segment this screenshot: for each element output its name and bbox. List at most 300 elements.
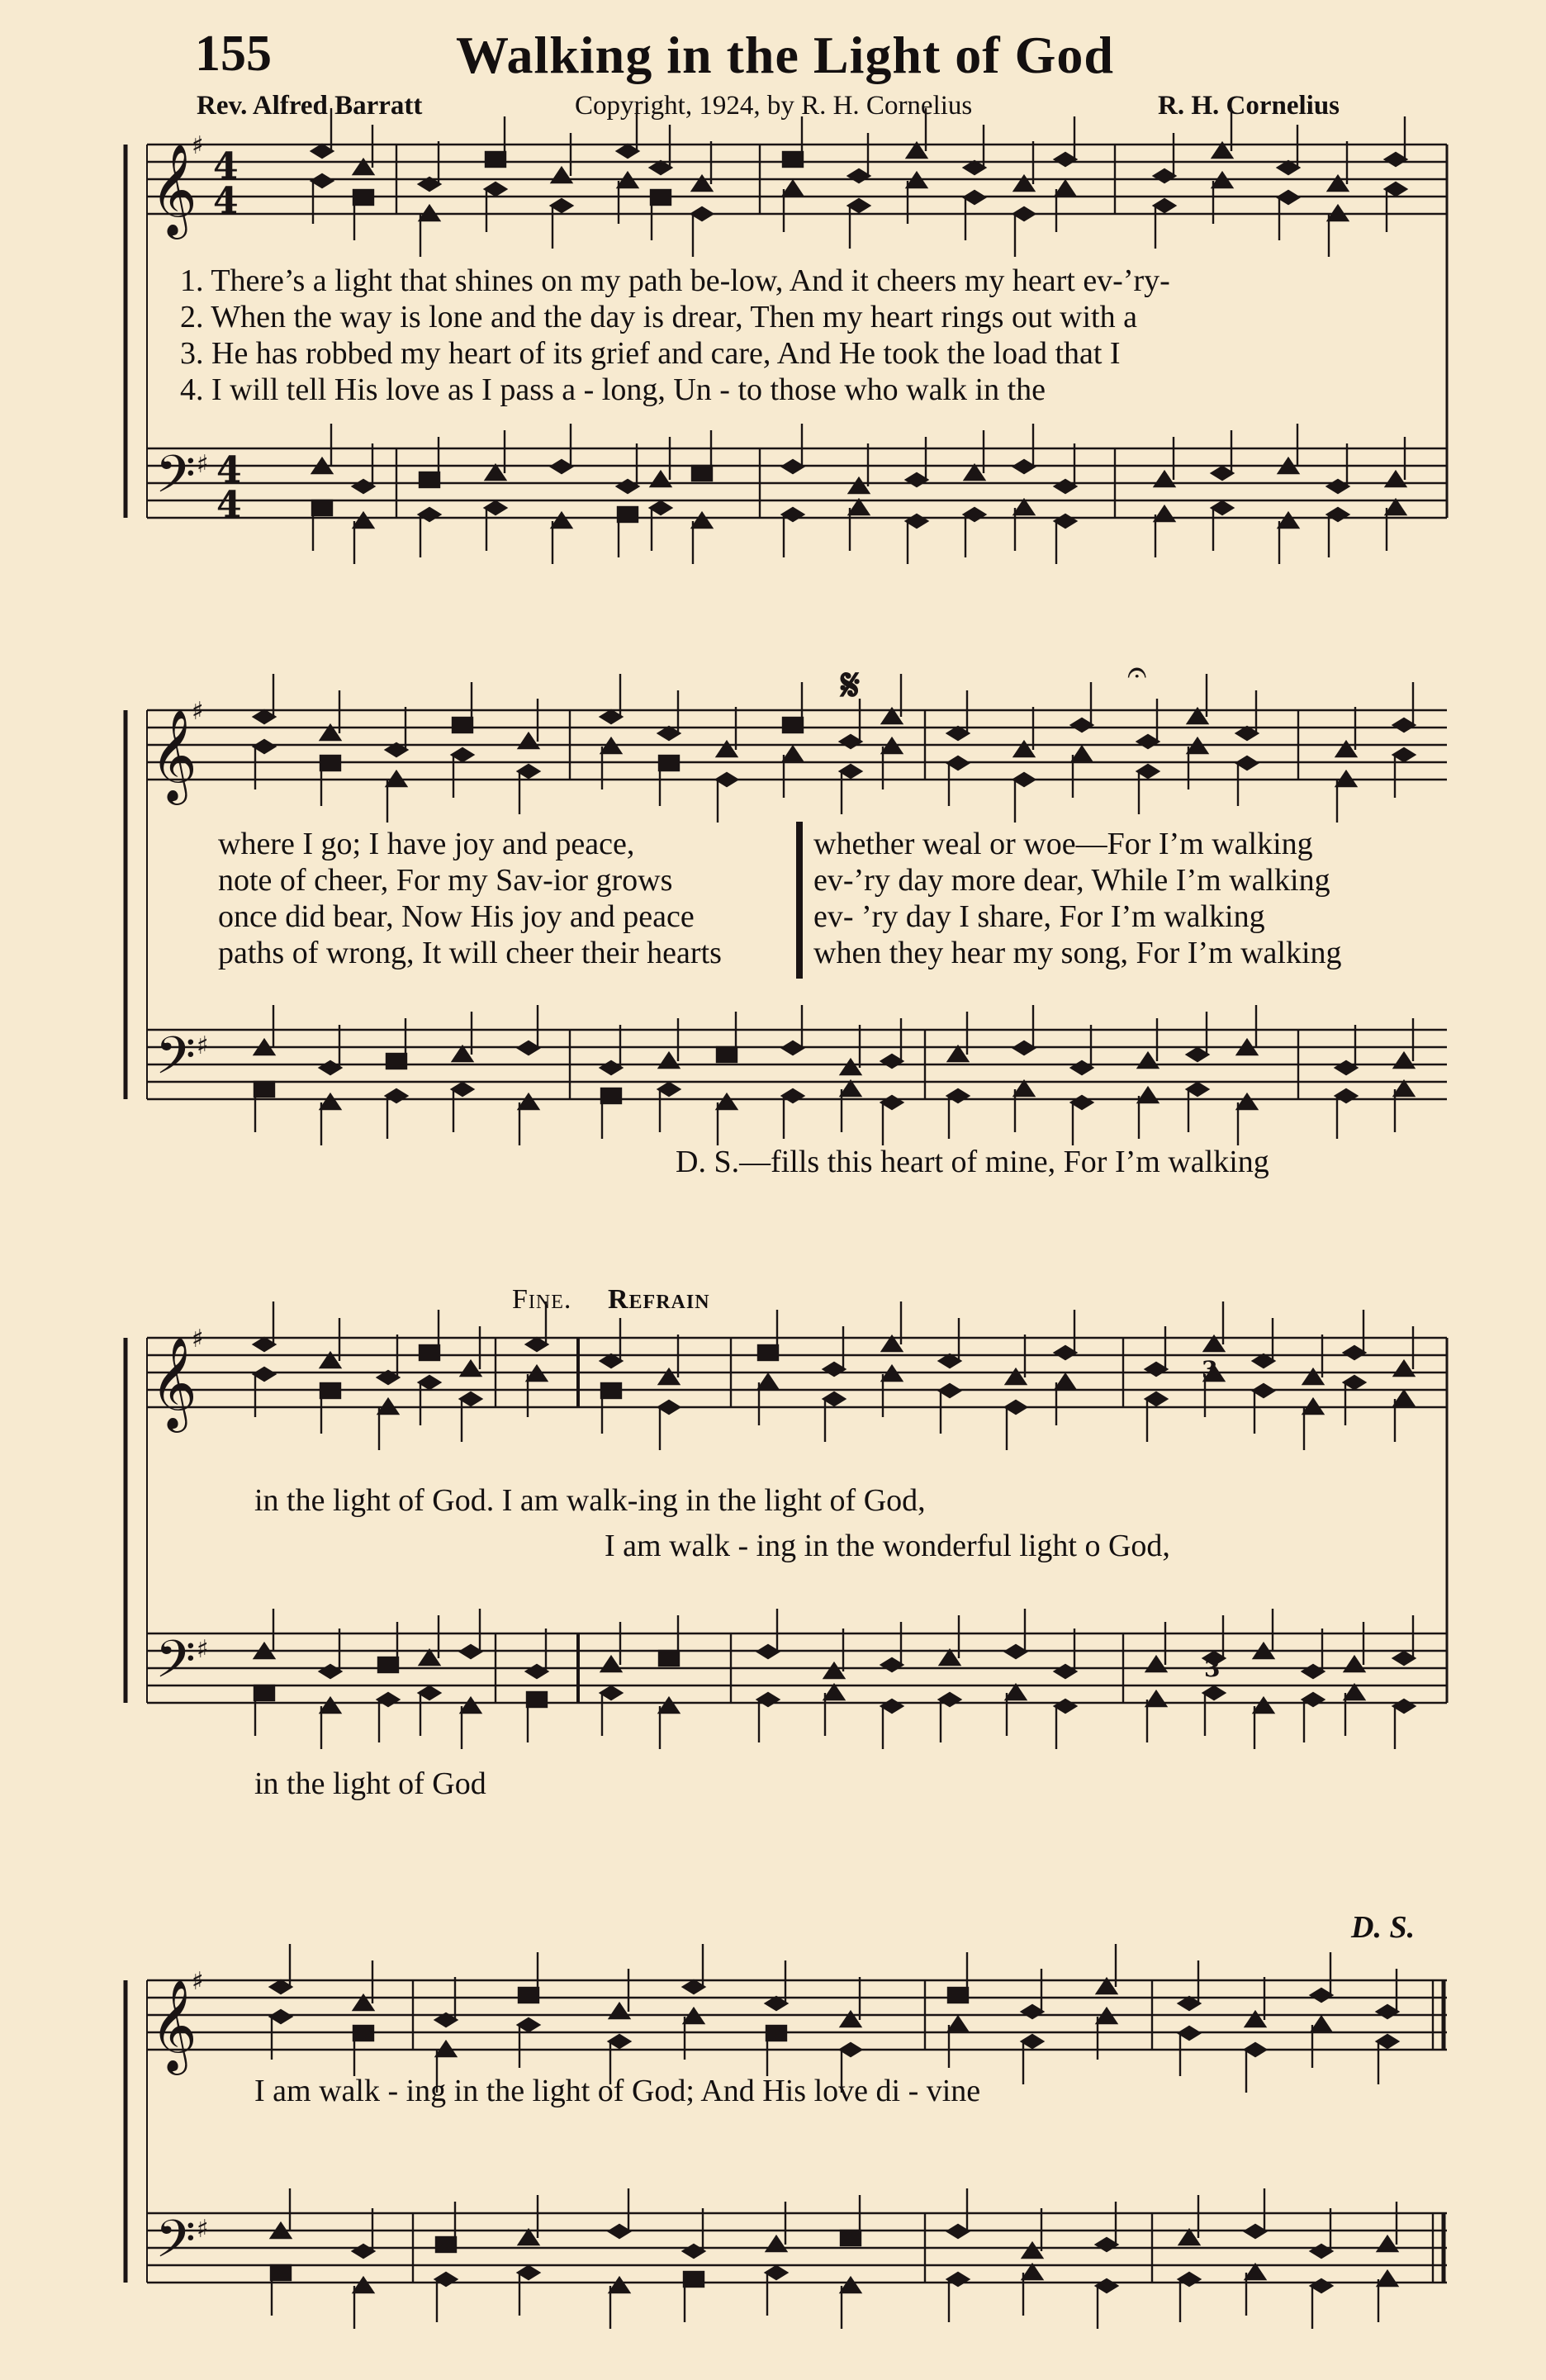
diamond-note-head xyxy=(881,1096,903,1109)
triangle-note-head xyxy=(1146,1657,1166,1671)
triangle-note-head xyxy=(1155,472,1174,486)
diamond-note-head xyxy=(1154,199,1175,212)
diamond-note-head xyxy=(1071,1096,1093,1109)
diamond-note-head xyxy=(782,508,804,521)
diamond-note-head xyxy=(419,1376,440,1389)
triangle-note-head xyxy=(717,742,737,756)
notes-system-4 xyxy=(270,1944,1398,2329)
triangle-note-head xyxy=(609,2003,629,2018)
square-note-head xyxy=(353,190,373,205)
triangle-note-head xyxy=(519,1094,538,1109)
diamond-note-head xyxy=(1385,153,1406,166)
triangle-note-head xyxy=(609,2278,629,2292)
diamond-note-head xyxy=(485,501,506,514)
diamond-note-head xyxy=(1055,480,1076,493)
diamond-note-head xyxy=(270,2010,292,2023)
square-note-head xyxy=(758,1345,778,1360)
diamond-note-head xyxy=(419,508,440,521)
triangle-note-head xyxy=(1336,742,1356,756)
diamond-note-head xyxy=(683,2245,704,2258)
verse-2-line-end: ev-’ry day more dear, While I’m walking xyxy=(813,863,1330,898)
triangle-note-head xyxy=(659,1698,679,1713)
diamond-note-head xyxy=(964,191,985,204)
diamond-note-head xyxy=(658,1401,680,1414)
square-note-head xyxy=(659,1651,679,1666)
diamond-note-head xyxy=(1302,1665,1324,1678)
triangle-note-head xyxy=(453,1046,472,1061)
square-note-head xyxy=(519,1988,538,2003)
diamond-note-head xyxy=(1005,1401,1027,1414)
diamond-note-head xyxy=(881,1055,903,1068)
triangle-note-head xyxy=(1378,2236,1397,2251)
diamond-note-head xyxy=(964,508,985,521)
diamond-note-head xyxy=(1005,1645,1027,1658)
diamond-note-head xyxy=(1187,1083,1208,1096)
verse-4-line: 4. I will tell His love as I pass a - long, Un - to those who walk in the xyxy=(180,372,1046,407)
triangle-note-head xyxy=(692,513,712,528)
triangle-note-head xyxy=(651,472,671,486)
verse-4-line-end: when they hear my song, For I’m walking xyxy=(813,936,1342,970)
triangle-note-head xyxy=(849,500,869,514)
diamond-note-head xyxy=(1212,501,1233,514)
diamond-note-head xyxy=(1137,735,1159,748)
square-note-head xyxy=(271,2265,291,2280)
diamond-note-head xyxy=(1344,1346,1365,1359)
diamond-note-head xyxy=(518,1041,539,1055)
diamond-note-head xyxy=(1377,2005,1398,2018)
diamond-note-head xyxy=(1311,2279,1332,2292)
hymn-title: Walking in the Light of God xyxy=(456,26,1114,84)
diamond-note-head xyxy=(600,1686,622,1700)
triangle-note-head xyxy=(659,1369,679,1384)
diamond-note-head xyxy=(1335,1089,1357,1102)
diamond-note-head xyxy=(320,1061,341,1074)
diamond-note-head xyxy=(1393,1700,1415,1713)
verse-1-line: 1. There’s a light that shines on my path be-low, And it cheers my heart ev-’ry- xyxy=(180,263,1170,298)
triangle-note-head xyxy=(849,478,869,493)
diamond-note-head xyxy=(254,1338,275,1351)
refrain-lyric-alto: I am walk - ing in the wonderful light o God, xyxy=(605,1529,1170,1563)
diamond-note-head xyxy=(782,460,804,473)
triangle-note-head xyxy=(1344,1685,1364,1700)
svg-text:♯: ♯ xyxy=(192,1325,204,1354)
diamond-note-head xyxy=(947,727,969,740)
diamond-note-head xyxy=(716,773,737,786)
refrain-lyric-soprano: in the light of God. I am walk-ing in the light of God, xyxy=(254,1483,926,1518)
diamond-note-head xyxy=(823,1392,845,1406)
triangle-note-head xyxy=(1055,181,1075,196)
diamond-note-head xyxy=(947,1089,969,1102)
diamond-note-head xyxy=(460,1645,481,1658)
diamond-note-head xyxy=(1022,2005,1043,2018)
ds-lyric-line: D. S.—fills this heart of mine, For I’m walking xyxy=(676,1145,1269,1179)
svg-text:♯: ♯ xyxy=(197,450,209,479)
svg-text:4: 4 xyxy=(216,449,242,491)
diamond-note-head xyxy=(1096,2238,1117,2251)
square-note-head xyxy=(320,756,340,770)
triangle-note-head xyxy=(320,1094,340,1109)
verse-2-line-cont: note of cheer, For my Sav-ior grows xyxy=(218,863,673,898)
triangle-note-head xyxy=(353,2278,373,2292)
segno-icon: 𝄋 xyxy=(841,658,861,711)
diamond-note-head xyxy=(254,710,275,723)
triangle-note-head xyxy=(1344,1657,1364,1671)
svg-text:♯: ♯ xyxy=(192,131,204,160)
triangle-note-head xyxy=(783,181,803,196)
diamond-note-head xyxy=(1393,748,1415,761)
diamond-note-head xyxy=(1311,2245,1332,2258)
svg-text:♯: ♯ xyxy=(197,1031,209,1060)
diamond-note-head xyxy=(435,2273,457,2286)
diamond-note-head xyxy=(848,199,870,212)
square-note-head xyxy=(420,472,439,487)
diamond-note-head xyxy=(1203,1686,1225,1700)
bass-clef-icon: 𝄢 xyxy=(155,1025,196,1098)
diamond-note-head xyxy=(1327,480,1349,493)
svg-text:♯: ♯ xyxy=(192,697,204,726)
staff-bass-2 xyxy=(147,1030,1447,1099)
square-note-head xyxy=(766,2026,786,2041)
triangle-note-head xyxy=(1014,742,1034,756)
diamond-note-head xyxy=(1335,1061,1357,1074)
triangle-note-head xyxy=(1394,1391,1414,1406)
diamond-note-head xyxy=(617,480,638,493)
diamond-note-head xyxy=(526,1665,548,1678)
square-note-head xyxy=(618,507,638,522)
square-note-head xyxy=(420,1345,439,1360)
diamond-note-head xyxy=(600,1061,622,1074)
triangle-note-head xyxy=(717,1094,737,1109)
bass-clef-icon: 𝄢 xyxy=(155,2208,196,2282)
treble-clef-icon: 𝄞 xyxy=(150,1336,197,1429)
diamond-note-head xyxy=(766,2266,787,2279)
verse-4-line-cont: paths of wrong, It will cheer their hearts xyxy=(218,936,722,970)
triangle-note-head xyxy=(601,1657,621,1671)
triangle-note-head xyxy=(1394,1081,1414,1096)
diamond-note-head xyxy=(526,1338,548,1351)
triangle-note-head xyxy=(1303,1369,1323,1384)
square-note-head xyxy=(386,1054,406,1069)
diamond-note-head xyxy=(254,740,275,753)
triangle-note-head xyxy=(1014,176,1034,191)
triangle-note-head xyxy=(1254,1698,1273,1713)
diamond-note-head xyxy=(840,765,861,778)
triangle-note-head xyxy=(841,2012,861,2027)
square-note-head xyxy=(436,2237,456,2252)
diamond-note-head xyxy=(1253,1384,1274,1397)
triplet-label: 3 xyxy=(1202,1356,1218,1383)
triangle-note-head xyxy=(1278,513,1298,528)
diamond-note-head xyxy=(1145,1392,1167,1406)
triangle-note-head xyxy=(1022,2243,1042,2258)
diamond-note-head xyxy=(1245,2225,1266,2238)
diamond-note-head xyxy=(757,1693,779,1706)
triangle-note-head xyxy=(841,1060,861,1074)
diamond-note-head xyxy=(353,2245,374,2258)
diamond-note-head xyxy=(1055,1665,1076,1678)
diamond-note-head xyxy=(782,1041,804,1055)
diamond-note-head xyxy=(617,145,638,158)
svg-text:4: 4 xyxy=(216,484,242,526)
triangle-note-head xyxy=(420,1650,439,1665)
triangle-note-head xyxy=(1179,2230,1199,2245)
diamond-note-head xyxy=(1013,1041,1035,1055)
triangle-note-head xyxy=(1386,500,1406,514)
triangle-note-head xyxy=(1311,2017,1331,2032)
diamond-note-head xyxy=(1311,1989,1332,2002)
diamond-note-head xyxy=(1236,756,1258,770)
triangle-note-head xyxy=(940,1650,960,1665)
triangle-note-head xyxy=(1328,176,1348,191)
square-note-head xyxy=(312,500,332,515)
diamond-note-head xyxy=(881,1700,903,1713)
diamond-note-head xyxy=(840,735,861,748)
diamond-note-head xyxy=(600,1354,622,1368)
diamond-note-head xyxy=(1253,1354,1274,1368)
triangle-note-head xyxy=(1237,1094,1257,1109)
diamond-note-head xyxy=(1178,2273,1200,2286)
triangle-note-head xyxy=(461,1361,481,1376)
diamond-note-head xyxy=(1212,467,1233,480)
triangle-note-head xyxy=(1014,1081,1034,1096)
diamond-note-head xyxy=(939,1693,960,1706)
diamond-note-head xyxy=(1278,191,1299,204)
diamond-note-head xyxy=(1096,2279,1117,2292)
diamond-note-head xyxy=(906,473,927,486)
diamond-note-head xyxy=(353,480,374,493)
diamond-note-head xyxy=(1013,207,1035,220)
triangle-note-head xyxy=(1394,1053,1414,1068)
diamond-note-head xyxy=(1137,765,1159,778)
diamond-note-head xyxy=(518,2266,539,2279)
triangle-note-head xyxy=(552,513,571,528)
diamond-note-head xyxy=(650,161,671,174)
diamond-note-head xyxy=(840,2043,861,2056)
square-note-head xyxy=(948,1988,968,2003)
fine-marker: Fine. xyxy=(512,1284,572,1315)
refrain-lyric-final: I am walk - ing in the light of God; And His love di - vine xyxy=(254,2074,981,2108)
triangle-note-head xyxy=(1072,747,1092,761)
diamond-note-head xyxy=(1385,183,1406,196)
triangle-note-head xyxy=(519,733,538,748)
triangle-note-head xyxy=(1006,1685,1026,1700)
diamond-note-head xyxy=(419,1686,440,1700)
diamond-note-head xyxy=(452,1083,473,1096)
diamond-note-head xyxy=(1187,1048,1208,1061)
square-note-head xyxy=(353,2026,373,2041)
ds-marker: D. S. xyxy=(1351,1910,1416,1945)
square-note-head xyxy=(453,718,472,732)
square-note-head xyxy=(684,2272,704,2287)
copyright-notice: Copyright, 1924, by R. H. Cornelius xyxy=(575,91,973,121)
diamond-note-head xyxy=(947,2273,969,2286)
square-note-head xyxy=(486,152,505,167)
triangle-note-head xyxy=(1394,1361,1414,1376)
triangle-note-head xyxy=(1138,1053,1158,1068)
triangle-note-head xyxy=(1155,506,1174,521)
triangle-note-head xyxy=(692,176,712,191)
diamond-note-head xyxy=(650,501,671,514)
diamond-note-head xyxy=(939,1384,960,1397)
diamond-note-head xyxy=(1178,1997,1200,2010)
diamond-note-head xyxy=(1013,460,1035,473)
diamond-note-head xyxy=(311,174,333,187)
diamond-note-head xyxy=(609,2225,630,2238)
diamond-note-head xyxy=(320,1665,341,1678)
diamond-note-head xyxy=(377,1693,399,1706)
triangle-note-head xyxy=(841,2278,861,2292)
staff-bass-1 xyxy=(147,448,1447,518)
svg-text:4: 4 xyxy=(213,180,239,222)
diamond-note-head xyxy=(1377,2035,1398,2048)
diamond-note-head xyxy=(1327,508,1349,521)
author-credit: Rev. Alfred Barratt xyxy=(197,91,423,121)
diamond-note-head xyxy=(881,1658,903,1671)
verse-1-line-end: whether weal or woe—For I’m walking xyxy=(813,827,1313,861)
diamond-note-head xyxy=(1154,169,1175,183)
diamond-note-head xyxy=(1344,1376,1365,1389)
svg-text:♯: ♯ xyxy=(197,2215,209,2244)
diamond-note-head xyxy=(254,1368,275,1381)
triangle-note-head xyxy=(948,1046,968,1061)
square-note-head xyxy=(717,1047,737,1062)
triangle-note-head xyxy=(1146,1691,1166,1706)
triangle-note-head xyxy=(552,168,571,183)
diamond-note-head xyxy=(600,710,622,723)
diamond-note-head xyxy=(683,1980,704,1994)
diamond-note-head xyxy=(1278,161,1299,174)
refrain-lyric-bass: in the light of God xyxy=(254,1766,486,1801)
square-note-head xyxy=(651,190,671,205)
triangle-note-head xyxy=(783,747,803,761)
triangle-note-head xyxy=(1022,2264,1042,2279)
triangle-note-head xyxy=(1245,2264,1265,2279)
hymn-number: 155 xyxy=(195,26,272,82)
diamond-note-head xyxy=(1071,718,1093,732)
triangle-note-head xyxy=(461,1698,481,1713)
square-note-head xyxy=(601,1383,621,1398)
triangle-note-head xyxy=(486,465,505,480)
refrain-marker: Refrain xyxy=(608,1284,710,1315)
diamond-note-head xyxy=(658,727,680,740)
diamond-note-head xyxy=(1302,1693,1324,1706)
bass-clef-icon: 𝄢 xyxy=(155,443,196,517)
square-note-head xyxy=(659,756,679,770)
diamond-note-head xyxy=(1393,1652,1415,1665)
diamond-note-head xyxy=(766,1997,787,2010)
square-note-head xyxy=(527,1692,547,1707)
square-note-head xyxy=(378,1657,398,1672)
diamond-note-head xyxy=(947,2225,969,2238)
diamond-note-head xyxy=(270,1980,292,1994)
diamond-note-head xyxy=(485,183,506,196)
triangle-note-head xyxy=(766,2236,786,2251)
diamond-note-head xyxy=(452,748,473,761)
triangle-note-head xyxy=(1006,1369,1026,1384)
square-note-head xyxy=(783,718,803,732)
staff-bass-3 xyxy=(147,1633,1447,1703)
diamond-note-head xyxy=(518,2018,539,2032)
square-note-head xyxy=(783,152,803,167)
diamond-note-head xyxy=(782,1089,804,1102)
diamond-note-head xyxy=(1245,2043,1266,2056)
triangle-note-head xyxy=(320,1698,340,1713)
diamond-note-head xyxy=(311,145,333,158)
treble-clef-icon: 𝄞 xyxy=(150,143,197,235)
diamond-note-head xyxy=(1393,718,1415,732)
triangle-note-head xyxy=(353,513,373,528)
triangle-note-head xyxy=(1378,2271,1397,2286)
diamond-note-head xyxy=(906,514,927,528)
composer-credit: R. H. Cornelius xyxy=(1158,91,1340,121)
svg-text:♯: ♯ xyxy=(197,1635,209,1664)
diamond-note-head xyxy=(386,1089,407,1102)
treble-clef-icon: 𝄞 xyxy=(150,709,197,801)
triangle-note-head xyxy=(1138,1088,1158,1102)
square-note-head xyxy=(841,2231,861,2245)
bass-clef-icon: 𝄢 xyxy=(155,1629,196,1702)
verse-3-line-cont: once did bear, Now His joy and peace xyxy=(218,899,695,934)
treble-clef-icon: 𝄞 xyxy=(150,1979,197,2071)
triplet-label-bass: 3 xyxy=(1204,1655,1221,1682)
triangle-note-head xyxy=(519,2230,538,2245)
diamond-note-head xyxy=(1022,2035,1043,2048)
diamond-note-head xyxy=(1236,727,1258,740)
fermata-icon: 𝄐 xyxy=(1127,652,1147,692)
triangle-note-head xyxy=(1386,472,1406,486)
diamond-note-head xyxy=(1145,1363,1167,1376)
triangle-note-head xyxy=(1055,1374,1075,1389)
diamond-note-head xyxy=(757,1645,779,1658)
square-note-head xyxy=(320,1383,340,1398)
diamond-note-head xyxy=(1055,1346,1076,1359)
square-note-head xyxy=(601,1088,621,1103)
square-note-head xyxy=(254,1082,274,1097)
diamond-note-head xyxy=(964,161,985,174)
triangle-note-head xyxy=(1245,2012,1265,2027)
verse-1-line-cont: where I go; I have joy and peace, xyxy=(218,827,635,861)
verse-2-line: 2. When the way is lone and the day is drear, Then my heart rings out with a xyxy=(180,300,1137,334)
staff-treble-3 xyxy=(147,1338,1447,1407)
diamond-note-head xyxy=(947,756,969,770)
diamond-note-head xyxy=(518,765,539,778)
notes-system-3 xyxy=(254,1301,1415,1749)
diamond-note-head xyxy=(551,460,572,473)
diamond-note-head xyxy=(1178,2027,1200,2040)
triangle-note-head xyxy=(758,1374,778,1389)
diamond-note-head xyxy=(1013,773,1035,786)
triangle-note-head xyxy=(948,2017,968,2032)
triangle-note-head xyxy=(965,465,984,480)
diamond-note-head xyxy=(1071,1061,1093,1074)
diamond-note-head xyxy=(1055,514,1076,528)
square-note-head xyxy=(254,1685,274,1700)
diamond-note-head xyxy=(848,169,870,183)
svg-text:♯: ♯ xyxy=(192,1967,204,1996)
svg-text:4: 4 xyxy=(213,145,239,187)
diamond-note-head xyxy=(691,207,713,220)
triangle-note-head xyxy=(841,1081,861,1096)
diamond-note-head xyxy=(551,199,572,212)
diamond-note-head xyxy=(1055,153,1076,166)
diamond-note-head xyxy=(823,1363,845,1376)
diamond-note-head xyxy=(658,1083,680,1096)
diamond-note-head xyxy=(460,1392,481,1406)
triangle-note-head xyxy=(1014,500,1034,514)
diamond-note-head xyxy=(939,1354,960,1368)
triangle-note-head xyxy=(659,1053,679,1068)
square-note-head xyxy=(692,466,712,481)
